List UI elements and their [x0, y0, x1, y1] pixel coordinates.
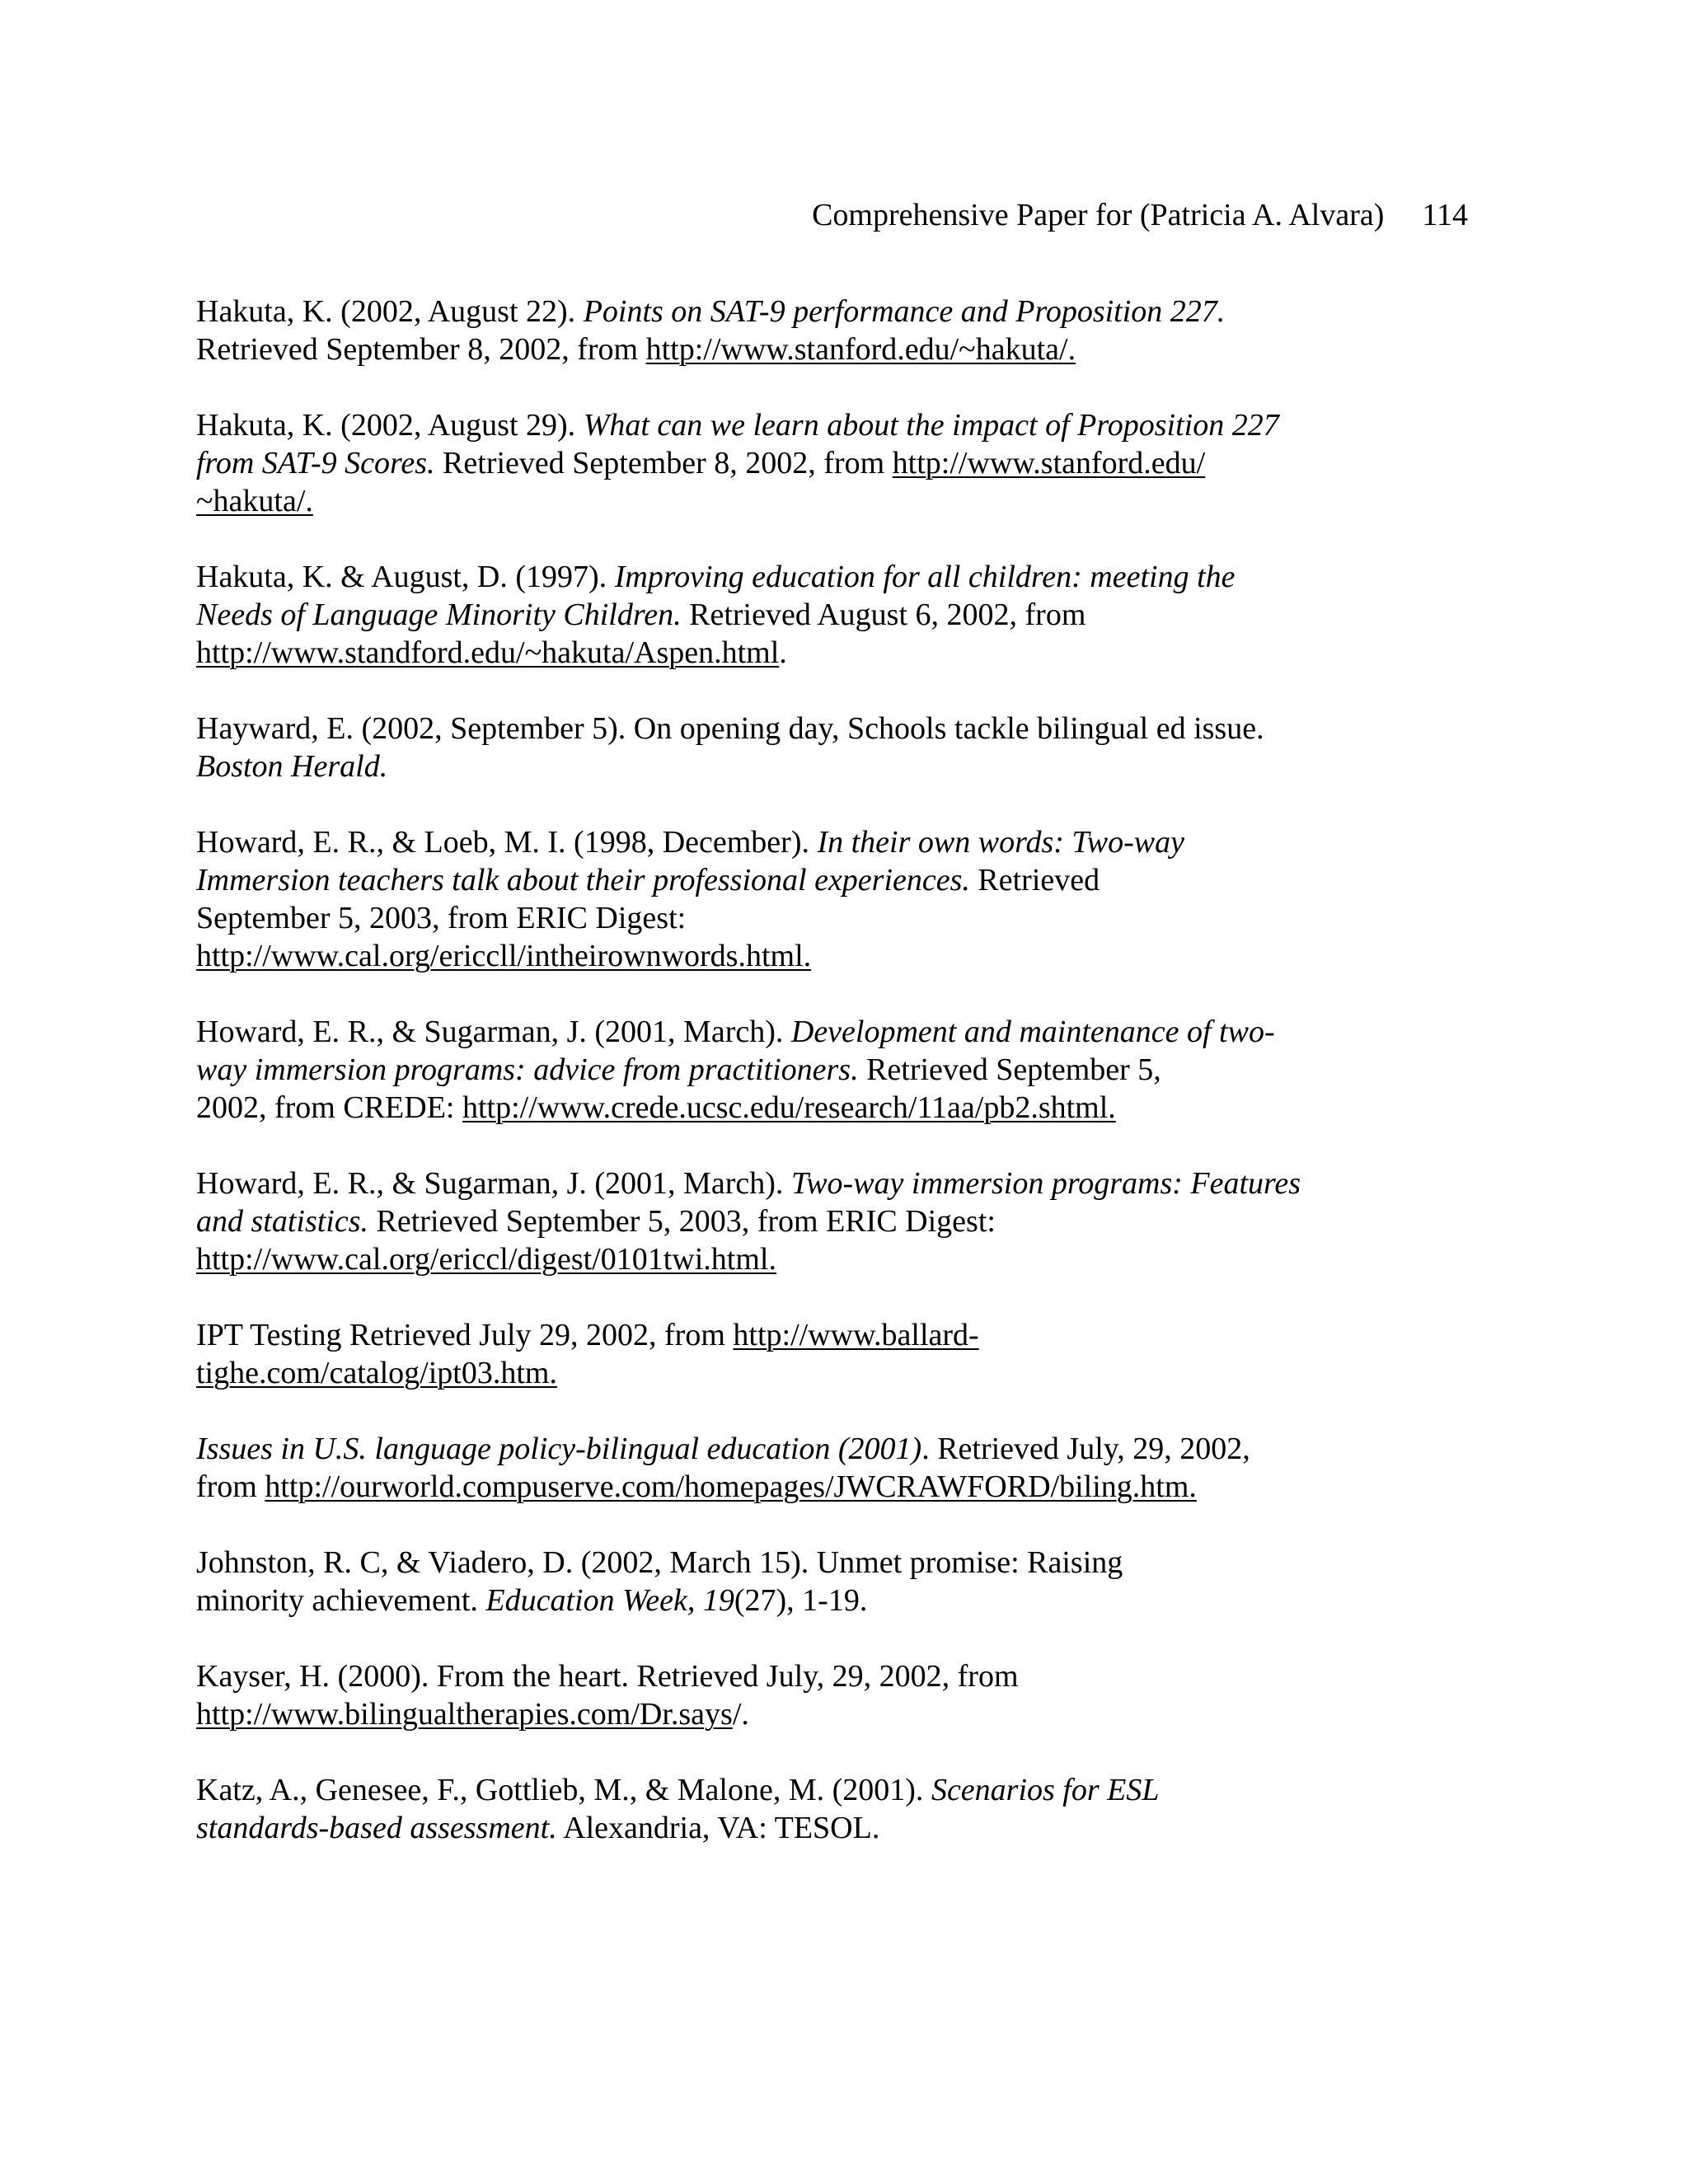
reference-entry [196, 1657, 1432, 1733]
reference-line [196, 1240, 1432, 1278]
reference-line [196, 1202, 1432, 1240]
reference-line [196, 1051, 1432, 1089]
reference-line [196, 634, 1432, 672]
reference-url-link[interactable]: http://www.crede.ucsc.edu/research/11aa/pb2.shtml. [462, 1090, 1116, 1125]
reference-line [196, 823, 1432, 861]
reference-title: and statistics. [196, 1204, 369, 1239]
reference-title: Scenarios for ESL [931, 1773, 1160, 1807]
reference-title: way immersion programs: advice from practitioners. [196, 1052, 859, 1087]
reference-title: Boston Herald. [196, 749, 388, 784]
reference-line [196, 1771, 1432, 1809]
reference-text: IPT Testing Retrieved July 29, 2002, from [196, 1318, 734, 1352]
reference-line [196, 1695, 1432, 1733]
reference-title: What can we learn about the impact of Proposition 227 [583, 408, 1279, 443]
reference-line [196, 293, 1432, 330]
reference-line [196, 1582, 1432, 1619]
reference-text: Hakuta, K. & August, D. (1997). [196, 560, 615, 594]
reference-url-link[interactable]: ~hakuta/. [196, 484, 313, 518]
reference-text: Retrieved [969, 863, 1100, 898]
reference-line [196, 1354, 1432, 1392]
reference-text: . Retrieved July, 29, 2002, [921, 1432, 1250, 1466]
reference-line [196, 558, 1432, 596]
reference-entry [196, 558, 1432, 672]
reference-title: Improving education for all children: meeting the [614, 560, 1236, 594]
reference-text: Howard, E. R., & Loeb, M. I. (1998, December). [196, 825, 818, 860]
reference-line [196, 748, 1432, 785]
reference-entry [196, 1316, 1432, 1392]
reference-text: /. [732, 1697, 749, 1732]
reference-entry [196, 1544, 1432, 1619]
reference-line [196, 1657, 1432, 1695]
reference-title: Needs of Language Minority Children. [196, 598, 682, 632]
reference-title: Issues in U.S. language policy-bilingual education (2001) [196, 1432, 922, 1466]
reference-text: Alexandria, VA: TESOL. [556, 1811, 880, 1845]
reference-line [196, 406, 1432, 444]
reference-entry [196, 406, 1432, 520]
running-header [812, 194, 1468, 236]
reference-line [196, 899, 1432, 937]
reference-line [196, 1430, 1432, 1468]
reference-text: (27), 1-19. [734, 1583, 868, 1618]
reference-text: Retrieved September 8, 2002, from [196, 332, 646, 367]
reference-entry [196, 1013, 1432, 1127]
reference-text: Howard, E. R., & Sugarman, J. (2001, March). [196, 1015, 791, 1049]
reference-list [196, 293, 1432, 1885]
reference-url-link[interactable]: http://www.standford.edu/~hakuta/Aspen.html [196, 635, 780, 670]
reference-title: from SAT-9 Scores. [196, 446, 435, 480]
reference-entry [196, 823, 1432, 975]
reference-title: Two-way immersion programs: Features [790, 1166, 1301, 1201]
reference-line [196, 861, 1432, 899]
reference-url-link[interactable]: http://www.bilingualtherapies.com/Dr.says [196, 1697, 733, 1732]
reference-text: Hayward, E. (2002, September 5). On opening day, Schools tackle bilingual ed issue. [196, 711, 1264, 746]
reference-title: In their own words: Two-way [817, 825, 1184, 860]
reference-line [196, 482, 1432, 520]
reference-text: Retrieved August 6, 2002, from [681, 598, 1086, 632]
reference-title: Points on SAT-9 performance and Proposition 227. [583, 294, 1226, 329]
reference-line [196, 330, 1432, 368]
reference-url-link[interactable]: http://ourworld.compuserve.com/homepages/JWCRAWFORD/biling.htm. [265, 1469, 1197, 1504]
reference-text: Hakuta, K. (2002, August 29). [196, 408, 584, 443]
reference-title: standards-based assessment. [196, 1811, 557, 1845]
reference-line [196, 1316, 1432, 1354]
reference-line [196, 1809, 1432, 1847]
reference-text: Howard, E. R., & Sugarman, J. (2001, March). [196, 1166, 791, 1201]
reference-text: from [196, 1469, 265, 1504]
reference-title: Immersion teachers talk about their professional experiences. [196, 863, 970, 898]
reference-text: . [779, 635, 787, 670]
reference-entry [196, 1165, 1432, 1278]
reference-url-link[interactable]: http://www.stanford.edu/~hakuta/. [645, 332, 1076, 367]
reference-text: Hakuta, K. (2002, August 22). [196, 294, 584, 329]
reference-text: Katz, A., Genesee, F., Gottlieb, M., & Malone, M. (2001). [196, 1773, 931, 1807]
reference-text: Retrieved September 5, [858, 1052, 1161, 1087]
reference-line [196, 444, 1432, 482]
reference-entry [196, 1771, 1432, 1847]
reference-text: 2002, from CREDE: [196, 1090, 462, 1125]
reference-line [196, 1165, 1432, 1202]
reference-text: Kayser, H. (2000). From the heart. Retrieved July, 29, 2002, from [196, 1659, 1019, 1694]
page-number: 114 [1422, 198, 1468, 232]
running-title: Comprehensive Paper for (Patricia A. Alvara) [812, 198, 1385, 232]
reference-url-link[interactable]: http://www.ballard- [733, 1318, 979, 1352]
reference-line [196, 1468, 1432, 1506]
reference-url-link[interactable]: tighe.com/catalog/ipt03.htm. [196, 1356, 557, 1390]
reference-title: Education Week, 19 [485, 1583, 734, 1618]
reference-line [196, 710, 1432, 748]
reference-text: September 5, 2003, from ERIC Digest: [196, 901, 687, 935]
reference-entry [196, 710, 1432, 785]
reference-text: Johnston, R. C, & Viadero, D. (2002, March 15). Unmet promise: Raising [196, 1545, 1123, 1580]
reference-text: Retrieved September 5, 2003, from ERIC Digest: [368, 1204, 996, 1239]
reference-line [196, 596, 1432, 634]
reference-title: Development and maintenance of two- [790, 1015, 1275, 1049]
reference-url-link[interactable]: http://www.cal.org/ericcl/digest/0101twi.html. [196, 1242, 776, 1277]
reference-line [196, 1089, 1432, 1127]
reference-url-link[interactable]: http://www.stanford.edu/ [892, 446, 1206, 480]
reference-text: Retrieved September 8, 2002, from [434, 446, 893, 480]
reference-entry [196, 293, 1432, 368]
reference-entry [196, 1430, 1432, 1506]
reference-line [196, 1013, 1432, 1051]
reference-url-link[interactable]: http://www.cal.org/ericcll/intheirownwords.html. [196, 939, 812, 973]
reference-line [196, 937, 1432, 975]
reference-text: minority achievement. [196, 1583, 486, 1618]
reference-line [196, 1544, 1432, 1582]
